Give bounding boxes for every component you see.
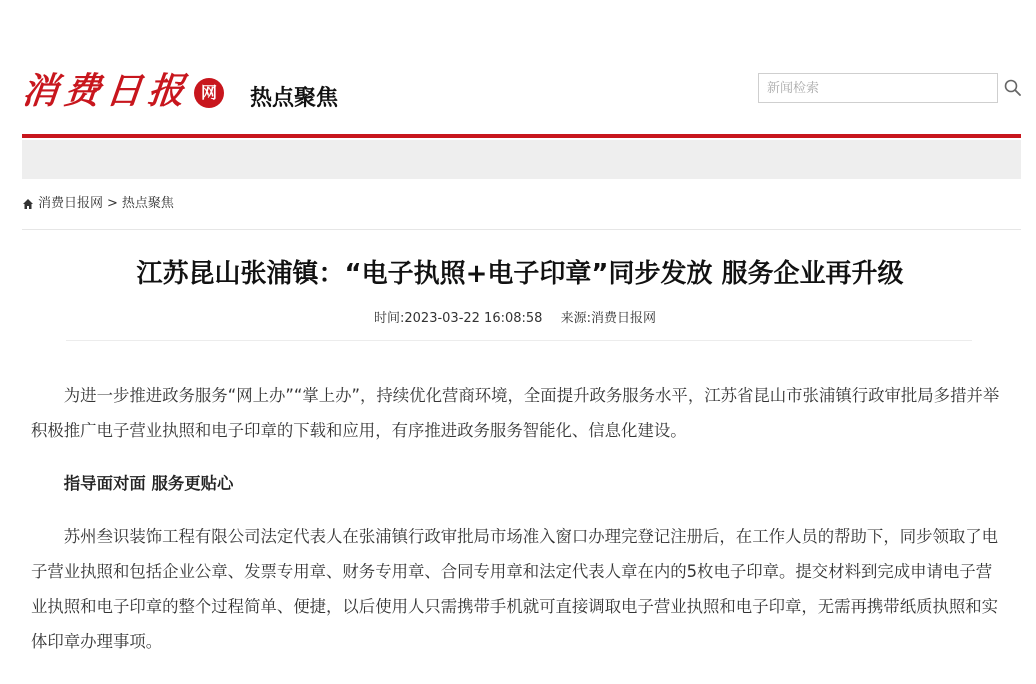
search-icon[interactable]	[1003, 78, 1023, 98]
article-source: 来源:消费日报网	[560, 311, 656, 326]
article-title: 江苏昆山张浦镇：“电子执照+电子印章”同步发放 服务企业再升级	[136, 259, 904, 289]
home-icon	[22, 198, 34, 210]
logo-badge: 网	[194, 78, 224, 108]
article-time: 时间:2023-03-22 16:08:58	[374, 311, 543, 326]
header-divider	[22, 134, 1021, 138]
site-header	[0, 0, 1036, 140]
nav-bar	[22, 140, 1021, 179]
site-logo[interactable]	[19, 66, 224, 116]
article-body	[31, 378, 1007, 677]
search-input[interactable]	[758, 73, 998, 103]
breadcrumb	[22, 195, 174, 213]
article-paragraph: 为进一步推进政务服务“网上办”“掌上办”，持续优化营商环境，全面提升政务服务水平，江苏省昆山市张浦镇行政审批局多措并举积极推广电子营业执照和电子印章的下载和应用，有序推进政务服务智能化、信息化建设。	[31, 386, 1000, 440]
article-meta	[0, 310, 1030, 328]
meta-divider	[66, 340, 972, 341]
section-title: 热点聚焦	[250, 86, 339, 111]
breadcrumb-home-link[interactable]: 消费日报网	[38, 196, 104, 211]
article-subheading: 指导面对面 服务更贴心	[63, 474, 234, 493]
breadcrumb-divider	[22, 229, 1021, 230]
article-paragraph: 苏州叁识装饰工程有限公司法定代表人在张浦镇行政审批局市场准入窗口办理完登记注册后，在工作人员的帮助下，同步领取了电子营业执照和包括企业公章、发票专用章、财务专用章、合同专用章和法定代表人章在内的5枚电子印章。提交材料到完成申请电子营业执照和电子印章的整个过程简单、便捷，以后使用人只需携带手机就可直接调取电子营业执照和电子印章，无需再携带纸质执照和实体印章办理事项。	[31, 527, 999, 651]
breadcrumb-separator: >	[107, 196, 118, 211]
breadcrumb-current-link[interactable]: 热点聚焦	[121, 196, 174, 211]
logo-text: 消费日报	[19, 70, 193, 112]
